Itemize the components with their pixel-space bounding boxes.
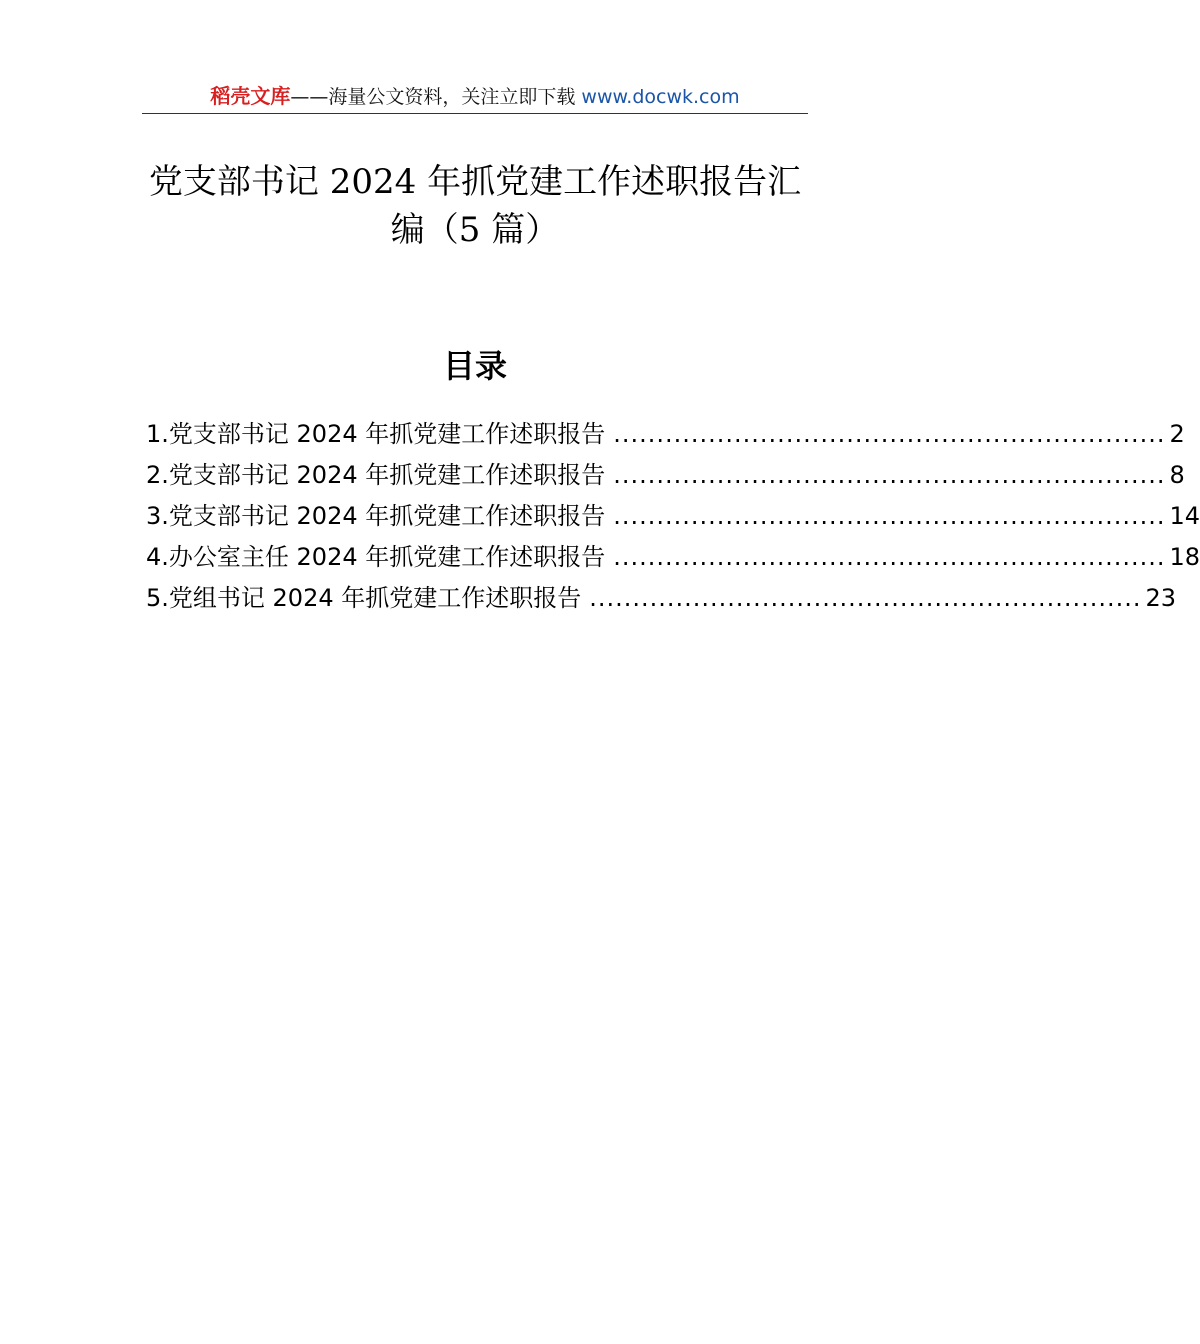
toc-entry[interactable]	[146, 578, 1177, 619]
toc-leader-dots: ................................................................	[613, 502, 1166, 530]
toc-entry-label: 3.党支部书记 2024 年抓党建工作述职报告	[146, 502, 606, 530]
toc-leader-dots: ................................................................	[613, 461, 1166, 489]
toc-entry-label: 4.办公室主任 2024 年抓党建工作述职报告	[146, 543, 606, 571]
brand-name: 稻壳文库	[210, 84, 291, 108]
toc-entry-page: 23	[1145, 584, 1177, 612]
toc-entry-page: 18	[1169, 543, 1200, 571]
toc-entry-page: 2	[1169, 420, 1185, 448]
site-link[interactable]: www.docwk.com	[581, 86, 740, 108]
toc-entry-page: 8	[1169, 461, 1185, 489]
toc-leader-dots: ................................................................	[589, 584, 1142, 612]
toc-entry[interactable]	[146, 537, 1200, 578]
toc-entry[interactable]	[146, 455, 1185, 496]
header-divider	[142, 113, 808, 114]
page-header	[142, 82, 808, 111]
toc-leader-dots: ................................................................	[613, 543, 1166, 571]
table-of-contents	[146, 414, 1200, 619]
toc-entry-label: 1.党支部书记 2024 年抓党建工作述职报告	[146, 420, 606, 448]
toc-entry[interactable]	[146, 496, 1200, 537]
toc-entry[interactable]	[146, 414, 1185, 455]
toc-heading: 目录	[442, 347, 507, 385]
toc-leader-dots: ................................................................	[613, 420, 1166, 448]
document-title	[130, 158, 820, 254]
toc-entry-label: 2.党支部书记 2024 年抓党建工作述职报告	[146, 461, 606, 489]
title-line-2: 编（5 篇）	[390, 210, 560, 250]
toc-entry-label: 5.党组书记 2024 年抓党建工作述职报告	[146, 584, 582, 612]
toc-entry-page: 14	[1169, 502, 1200, 530]
title-line-1: 党支部书记 2024 年抓党建工作述职报告汇	[148, 162, 802, 202]
header-slogan: ——海量公文资料，关注立即下载	[290, 86, 576, 108]
